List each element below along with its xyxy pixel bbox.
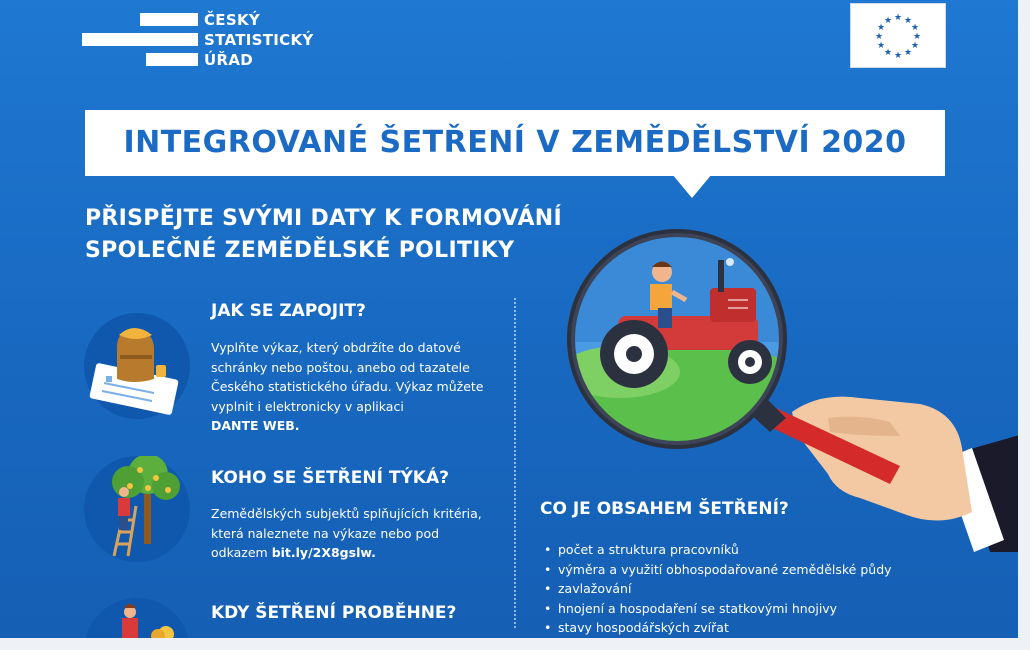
subtitle-line-1: PŘISPĚJTE SVÝMI DATY K FORMOVÁNÍ <box>85 206 562 231</box>
page-title: INTEGROVANÉ ŠETŘENÍ V ZEMĚDĚLSTVÍ 2020 <box>123 125 907 160</box>
logo-bar-top <box>140 13 198 26</box>
page-right-margin <box>1018 0 1030 650</box>
bullet-icon: • <box>544 542 552 557</box>
svg-text:★: ★ <box>903 16 913 26</box>
czso-logo <box>82 10 342 70</box>
logo-line-1: ČESKÝ <box>204 11 261 29</box>
bullet-icon: • <box>544 561 552 577</box>
eu-flag-icon <box>850 3 946 68</box>
section-how-line-1: Vyplňte výkaz, který obdržíte do datové <box>211 340 461 355</box>
svg-text:★: ★ <box>910 41 920 51</box>
title-banner <box>85 110 945 176</box>
section-heading-who: KOHO SE ŠETŘENÍ TÝKÁ? <box>211 468 449 488</box>
section-heading-when: KDY ŠETŘENÍ PROBĚHNE? <box>211 603 457 623</box>
bullet-text: stavy hospodářských zvířat <box>558 620 729 635</box>
logo-bar-bottom <box>146 53 198 66</box>
list-item <box>542 599 892 619</box>
subtitle <box>85 203 605 267</box>
svg-text:★: ★ <box>876 41 886 51</box>
link-prefix: odkazem <box>211 545 268 560</box>
logo-line-3: ÚŘAD <box>204 51 253 69</box>
section-heading-content: CO JE OBSAHEM ŠETŘENÍ? <box>540 499 789 519</box>
list-item <box>542 540 892 560</box>
bullet-text: výměra a využití obhospodařované zemědělské půdy <box>558 561 892 577</box>
list-item <box>542 618 892 638</box>
bullet-text: hnojení a hospodaření se statkovými hnojivy <box>558 600 838 616</box>
content-bullet-list <box>542 540 892 638</box>
column-divider <box>514 298 516 628</box>
svg-text:★: ★ <box>912 32 922 42</box>
bullet-text: počet a struktura pracovníků <box>558 542 739 557</box>
bullet-icon: • <box>544 600 552 616</box>
bullet-icon: • <box>544 581 552 596</box>
logo-text <box>204 10 344 70</box>
list-item <box>542 579 892 599</box>
svg-text:★: ★ <box>893 13 903 23</box>
svg-text:★: ★ <box>910 23 920 33</box>
svg-text:★: ★ <box>874 32 884 42</box>
dante-web-label: DANTE WEB. <box>211 418 300 433</box>
section-who-line-1: Zemědělských subjektů splňujících kritéria, <box>211 506 482 521</box>
svg-text:★: ★ <box>883 16 893 26</box>
svg-text:★: ★ <box>903 48 913 58</box>
title-banner-pointer <box>672 174 712 198</box>
section-how-line-4: vyplnit i elektronicky v aplikaci <box>211 398 404 414</box>
section-body-how <box>211 338 501 436</box>
survey-link[interactable]: bit.ly/2X8gslw. <box>271 545 376 560</box>
list-item <box>542 560 892 580</box>
logo-line-2: STATISTICKÝ <box>204 31 314 49</box>
svg-text:★: ★ <box>893 51 903 61</box>
svg-text:★: ★ <box>876 23 886 33</box>
section-heading-how: JAK SE ZAPOJIT? <box>211 301 366 321</box>
section-how-line-3: Českého statistického úřadu. Výkaz můžete <box>211 379 484 394</box>
section-who-line-2: která naleznete na výkaze nebo pod <box>211 525 440 541</box>
section-how-line-2: schránky nebo poštou, anebo od tazatele <box>211 359 470 375</box>
document-grain-sack-icon <box>84 313 190 419</box>
bullet-text: zavlažování <box>558 581 632 596</box>
logo-bar-middle <box>82 33 198 46</box>
subtitle-line-2: SPOLEČNÉ ZEMĚDĚLSKÉ POLITIKY <box>85 238 515 263</box>
fruit-picker-ladder-icon <box>84 456 190 562</box>
page-bottom-margin <box>0 638 1030 650</box>
section-who-line-3 <box>211 543 501 563</box>
section-body-who <box>211 504 501 563</box>
bullet-icon: • <box>544 620 552 635</box>
svg-text:★: ★ <box>883 48 893 58</box>
